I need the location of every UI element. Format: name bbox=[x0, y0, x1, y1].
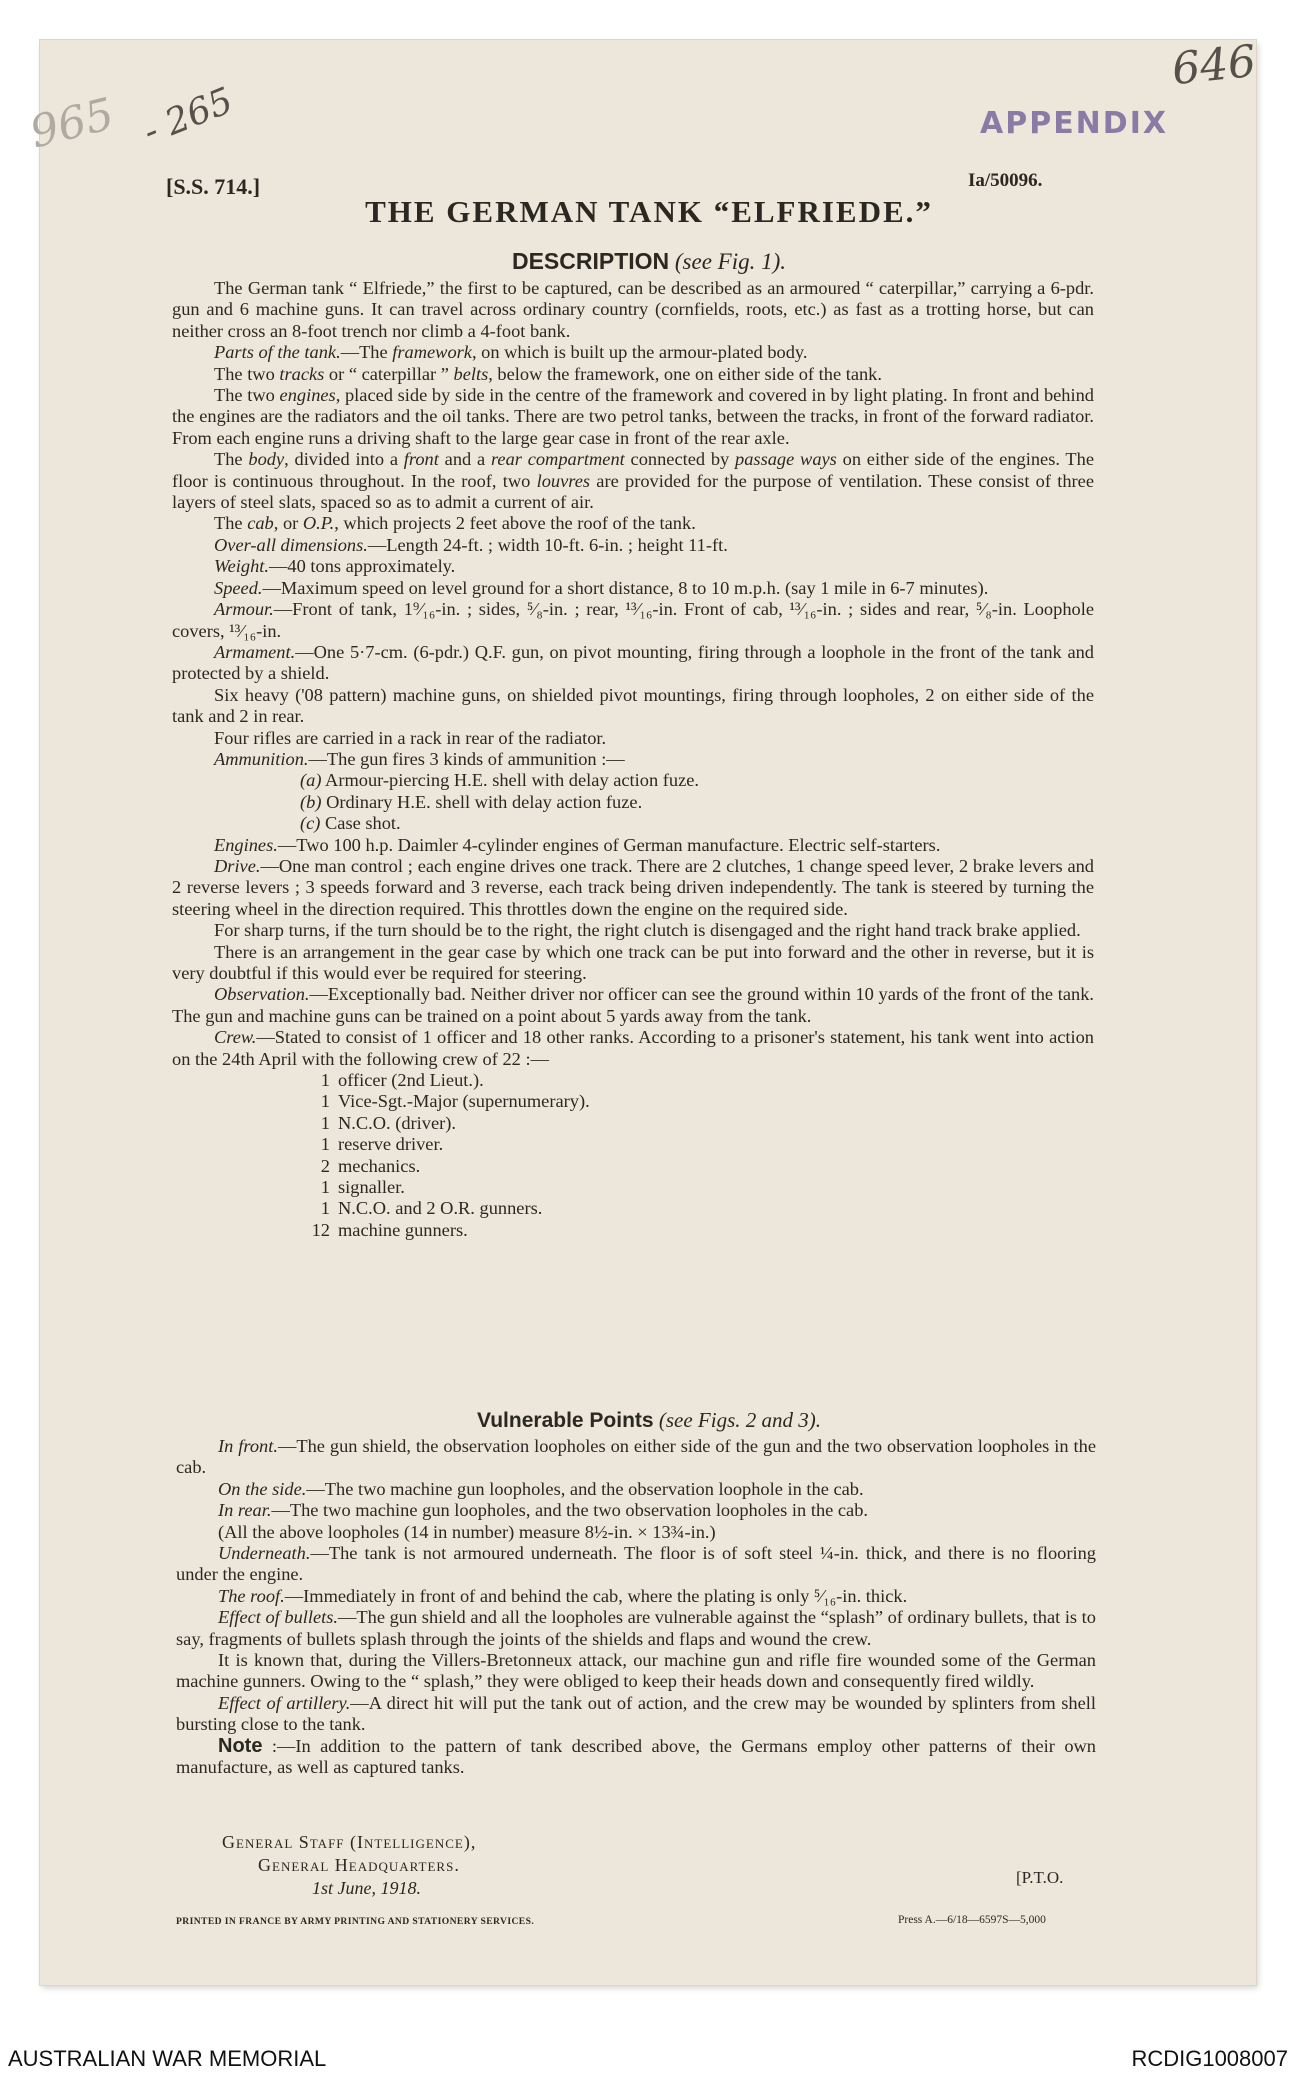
handwritten-ref-b: - 265 bbox=[137, 80, 239, 153]
parts-label: Parts of the tank. bbox=[214, 342, 341, 363]
cab-paragraph: The cab, or O.P., which projects 2 feet above the roof of the tank. bbox=[214, 513, 696, 534]
vulnerable-heading-text: Vulnerable Points bbox=[477, 1409, 654, 1432]
observation-paragraph: Observation.—Exceptionally bad. Neither driver nor officer can see the ground within 10 yards of the front of the tank. The gun and machine guns can be trained on a point about 5 yards away from the tank. bbox=[172, 984, 1094, 1026]
weight-paragraph: Weight.—40 tons approximately. bbox=[214, 556, 456, 577]
crew-item: 12 machine gunners. bbox=[311, 1219, 468, 1240]
on-side-paragraph: On the side.—The two machine gun loopholes, and the observation loophole in the cab. bbox=[218, 1478, 864, 1499]
crew-item: 1 Vice-Sgt.-Major (supernumerary). bbox=[320, 1091, 590, 1112]
armour-paragraph: Armour.—Front of tank, 1⁹⁄₁₆-in. ; sides, ⁵⁄₈-in. ; rear, ¹³⁄₁₆-in. Front of cab, ¹³⁄₁₆-in. ; sides and rear, ⁵⁄₈-in. Loophole covers, ¹³⁄₁₆-in. bbox=[172, 599, 1094, 641]
description-heading-text: DESCRIPTION bbox=[511, 248, 670, 274]
vulnerable-heading bbox=[0, 1408, 1298, 1433]
ammo-item: (c) Case shot. bbox=[300, 813, 401, 834]
note-paragraph: Note :—In addition to the pattern of tank described above, the Germans employ other patterns of their own manufacture, as well as captured tanks. bbox=[176, 1734, 1096, 1778]
ammo-item: (b) Ordinary H.E. shell with delay action fuze. bbox=[300, 791, 643, 812]
engines-paragraph: The two engines, placed side by side in the centre of the framework and covered in by light plating. In front and behind the engines are the radiators and the oil tanks. There are two petrol tanks, between the tracks, in front of the forward radiator. From each engine runs a driving shaft to the large gear case in front of the rear axle. bbox=[172, 385, 1094, 448]
crew-item: 1 reserve driver. bbox=[320, 1134, 444, 1155]
artillery-paragraph: Effect of artillery.—A direct hit will put the tank out of action, and the crew may be wounded by splinters from shell bursting close to the tank. bbox=[176, 1692, 1096, 1735]
in-rear-paragraph: In rear.—The two machine gun loopholes, and the two observation loopholes in the cab. bbox=[218, 1500, 869, 1521]
crew-item: 1 signaller. bbox=[320, 1177, 405, 1198]
archive-name: AUSTRALIAN WAR MEMORIAL bbox=[8, 2046, 327, 2071]
ammo-item: (a) Armour-piercing H.E. shell with delay action fuze. bbox=[300, 770, 700, 791]
press-code: Press A.—6/18—6597S—5,000 bbox=[898, 1914, 1046, 1926]
signature-line-1: General Staff (Intelligence), bbox=[222, 1832, 477, 1852]
rifles-paragraph: Four rifles are carried in a rack in rear of the radiator. bbox=[214, 727, 607, 748]
bullets-paragraph: Effect of bullets.—The gun shield and all the loopholes are vulnerable against the “splash” of ordinary bullets, that is to say, fragments of bullets splash through the joints of the shields and flaps and wound the crew. bbox=[176, 1607, 1096, 1649]
loophole-size-paragraph: (All the above loopholes (14 in number) measure 8½-in. × 13¾-in.) bbox=[218, 1521, 716, 1542]
description-body bbox=[172, 278, 1094, 1241]
crew-item: 1 officer (2nd Lieut.). bbox=[320, 1070, 484, 1091]
roof-paragraph: The roof.—Immediately in front of and behind the cab, where the plating is only ⁵⁄₁₆-in. thick. bbox=[218, 1585, 908, 1606]
villers-paragraph: It is known that, during the Villers-Bretonneux attack, our machine gun and rifle fire wounded some of the German machine gunners. Owing to the “ splash,” they were obliged to keep their heads down and consequently fired wildly. bbox=[176, 1650, 1096, 1692]
signature-date: 1st June, 1918. bbox=[312, 1878, 421, 1898]
handwritten-ref-a: 965 bbox=[25, 88, 119, 159]
machine-guns-paragraph: Six heavy ('08 pattern) machine guns, on shielded pivot mountings, firing through loopholes, 2 on either side of the tank and 2 in rear. bbox=[172, 684, 1094, 727]
sharp-turns-paragraph: For sharp turns, if the turn should be to the right, the right clutch is disengaged and the right hand track brake applied. bbox=[214, 920, 1081, 941]
crew-item: 1 N.C.O. and 2 O.R. gunners. bbox=[320, 1198, 543, 1219]
armament-paragraph: Armament.—One 5·7-cm. (6-pdr.) Q.F. gun, on pivot mounting, firing through a loophole in the front of the tank and protected by a shield. bbox=[172, 641, 1094, 684]
dimensions-paragraph: Over-all dimensions.—Length 24-ft. ; width 10-ft. 6-in. ; height 11-ft. bbox=[214, 534, 728, 555]
drive-paragraph: Drive.—One man control ; each engine drives one track. There are 2 clutches, 1 change speed lever, 2 brake levers and 2 reverse levers ; 3 speeds forward and 3 reverse, each track being driven independently. The tank is steered by turning the steering wheel in the direction required. This throttles down the engine on the required side. bbox=[172, 855, 1094, 919]
speed-paragraph: Speed.—Maximum speed on level ground for a short distance, 8 to 10 m.p.h. (say 1 mile in 6-7 minutes). bbox=[214, 577, 989, 598]
gear-case-paragraph: There is an arrangement in the gear case by which one track can be put into forward and the other in reverse, but it is very doubtful if this would ever be required for steering. bbox=[172, 941, 1094, 983]
vulnerable-body bbox=[176, 1436, 1096, 1779]
parts-paragraph: Parts of the tank.—The framework, on which is built up the armour-plated body. bbox=[214, 342, 808, 363]
crew-item: 1 N.C.O. (driver). bbox=[320, 1112, 456, 1133]
in-front-paragraph: In front.—The gun shield, the observation loopholes on either side of the gun and the two observation loopholes in the cab. bbox=[176, 1436, 1096, 1478]
description-heading-note: (see Fig. 1). bbox=[674, 249, 787, 274]
appendix-stamp: APPENDIX bbox=[980, 106, 1168, 141]
reference-code: Ia/50096. bbox=[968, 170, 1043, 191]
archive-id: RCDIG1008007 bbox=[1131, 2046, 1288, 2071]
underneath-paragraph: Underneath.—The tank is not armoured underneath. The floor is of soft steel ¼-in. thick, and there is no flooring under the engine. bbox=[176, 1543, 1096, 1585]
pto-mark: [P.T.O. bbox=[1016, 1868, 1064, 1887]
signature-line-2: General Headquarters. bbox=[258, 1855, 460, 1875]
document-title: THE GERMAN TANK “ELFRIEDE.” bbox=[365, 194, 933, 229]
ss-number: [S.S. 714.] bbox=[166, 174, 261, 199]
vulnerable-heading-note: (see Figs. 2 and 3). bbox=[658, 1408, 821, 1432]
tracks-paragraph: The two tracks or “ caterpillar ” belts, below the framework, one on either side of the tank. bbox=[214, 363, 882, 384]
crew-item: 2 mechanics. bbox=[320, 1155, 421, 1176]
intro-paragraph: The German tank “ Elfriede,” the first to be captured, can be described as an armoured “ caterpillar,” carrying a 6-pdr. gun and 6 machine guns. It can travel across ordinary country (cornfields, roots, etc.) as fast as a trotting horse, but can neither cross an 8-foot trench nor climb a 4-foot bank. bbox=[172, 278, 1094, 341]
engines-spec-paragraph: Engines.—Two 100 h.p. Daimler 4-cylinder engines of German manufacture. Electric self-starters. bbox=[214, 834, 941, 855]
ammunition-paragraph: Ammunition.—The gun fires 3 kinds of ammunition :— bbox=[214, 748, 625, 769]
description-heading bbox=[0, 248, 1298, 275]
printer-credit: PRINTED IN FRANCE BY ARMY PRINTING AND STATIONERY SERVICES. bbox=[176, 1916, 535, 1927]
crew-paragraph: Crew.—Stated to consist of 1 officer and 18 other ranks. According to a prisoner's statement, his tank went into action on the 24th April with the following crew of 22 :— bbox=[172, 1027, 1094, 1069]
handwritten-page-number: 646 bbox=[1169, 35, 1259, 96]
body-paragraph: The body, divided into a front and a rear compartment connected by passage ways on either side of the engines. The floor is continuous throughout. In the roof, two louvres are provided for the purpose of ventilation. These consist of three layers of steel slats, spaced so as to admit a current of air. bbox=[172, 449, 1094, 513]
